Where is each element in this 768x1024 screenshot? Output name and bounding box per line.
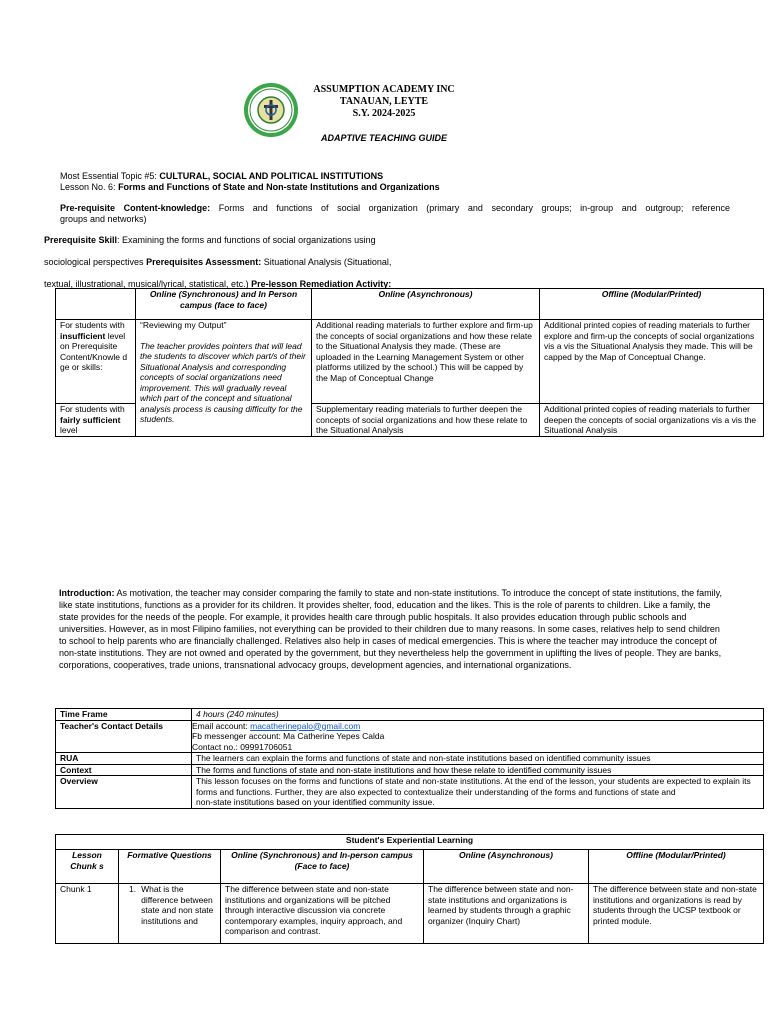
- prereq-skill-label: Prerequisite Skill: [44, 235, 118, 245]
- offline-remediation-row1: Additional printed copies of reading materials to further explore and firm-up the concepts of social organizations vis a vis the Situational Analysis they made. This will be capped by the Map of Conceptual Change.: [540, 320, 764, 404]
- offline-remediation-row2: Additional printed copies of reading materials to further deepen the concepts of social organizations vis a vis the Situational Analysis: [540, 404, 764, 437]
- rua-label: RUA: [56, 753, 192, 765]
- topic-label: Most Essential Topic #5:: [60, 171, 157, 181]
- prereq-knowledge-line1: Forms and functions of social organization (primary and secondary groups; in-group and outgroup; reference: [218, 203, 730, 213]
- exp-sync-cell: The difference between state and non-state institutions and organizations will be pitched through interactive discussion via concrete contemporary examples, inquiry approach, and comparison and contrast.: [221, 884, 424, 944]
- context-value: The forms and functions of state and non-state institutions and how these relate to identified community issues: [192, 764, 764, 776]
- remediation-prefix: textual, illustrational, musical/lyrical, statistical, etc.): [44, 279, 252, 289]
- introduction: [59, 587, 723, 671]
- prereq-knowledge-line2: groups and networks): [60, 214, 147, 224]
- prereq-assessment-label: Prerequisites Assessment:: [146, 257, 262, 267]
- chunk-label: Chunk 1: [56, 884, 119, 944]
- async-remediation-row1: Additional reading materials to further explore and firm-up the concepts of social organizations and how these relate to the Situational Analysis they made. (These are uploaded in the Learning Management System or other platforms utilized by the school.) This will be capped by the Map of Conceptual Change: [312, 320, 540, 404]
- context-label: Context: [56, 764, 192, 776]
- exp-header-chunk: Lesson Chunk s: [56, 850, 119, 884]
- overview-label: Overview: [56, 776, 192, 809]
- fb-account: Fb messenger account: Ma Catherine Yepes Calda: [192, 731, 385, 741]
- prereq-knowledge: [60, 203, 730, 225]
- time-frame-label: Time Frame: [56, 709, 192, 721]
- exp-header-questions: Formative Questions: [119, 850, 221, 884]
- school-name: ASSUMPTION ACADEMY INC: [313, 84, 455, 95]
- async-remediation-row2: Supplementary reading materials to further deepen the concepts of social organizations and how these relate to the Situational Analysis: [312, 404, 540, 437]
- exp-offline-cell: The difference between state and non-state institutions and organizations is read by students through the UCSP textbook or printed module.: [589, 884, 764, 944]
- remediation-label: Pre-lesson Remediation Activity:: [251, 279, 392, 289]
- overview-value: This lesson focuses on the forms and functions of state and non-state institutions. At the end of the lesson, your students are expected to explain its forms and functions. Further, they are also expected to contextualize their understanding of the forms and functions of state and non-state institutions based on your identified community issue.: [192, 776, 764, 809]
- lesson-line: [60, 182, 750, 193]
- prereq-skill-text: : Examining the forms and functions of social organizations using: [117, 235, 376, 245]
- guide-title: ADAPTIVE TEACHING GUIDE: [320, 133, 447, 143]
- exp-header-offline: Offline (Modular/Printed): [589, 850, 764, 884]
- row-insufficient-label: For students with insufficient level on Prerequisite Content/Knowle d ge or skills:: [56, 320, 136, 404]
- sync-remediation-body: The teacher provides pointers that will lead the students to discover which part/s of their Situational Analysis and corresponding concepts of social organizations need improvement. This will gradually reveal which part of the concept and situational analysis process is causing difficulty for the students.: [140, 340, 306, 424]
- experiential-table: [55, 834, 764, 944]
- contact-label: Teacher's Contact Details: [56, 720, 192, 753]
- email-link[interactable]: macatherinepalo@gmail.com: [250, 720, 361, 731]
- prereq-knowledge-label: Pre-requisite Content-knowledge:: [60, 203, 211, 213]
- row-fairly-sufficient-label: For students with fairly sufficient level: [56, 404, 136, 437]
- time-frame-value: 4 hours (240 minutes): [192, 709, 764, 721]
- introduction-text: As motivation, the teacher may consider comparing the family to state and non-state institutions. To introduce the concept of state institutions, the family, like state institutions, functions as a provider for its children. It provides shelter, food, education and the likes. This is the role of parents to children. Like a family, the state provides for the needs of the people. For example, it provides health care through public hospitals. It also provides education through public schools and universities. However, as in most Filipino families, not everything can be provided to their children due to many reasons. In some cases, relatives help to send children to school to help parents who are financially challenged. Relatives also help in cases of medical emergencies. This is where the teacher may introduce the concept of non-state institutions. They are not owned and operated by the government, but they nevertheless help the government in uplifting the lives of people. They are banks, corporations, cooperatives, trade unions, transnational advocacy groups, development agencies, and international organizations.: [59, 588, 722, 670]
- prereq-skill: [44, 235, 376, 246]
- rua-value: The learners can explain the forms and functions of state and non-state institutions based on identified community issues: [192, 753, 764, 765]
- remediation-header-blank: [56, 289, 136, 320]
- remediation-header-offline: Offline (Modular/Printed): [540, 289, 764, 320]
- contact-details: Email account: macatherinepalo@gmail.com Fb messenger account: Ma Catherine Yepes Calda Contact no.: 09991706051: [192, 720, 764, 753]
- remediation-header-async: Online (Asynchronous): [312, 289, 540, 320]
- topic-value: CULTURAL, SOCIAL AND POLITICAL INSTITUTIONS: [159, 171, 384, 181]
- remediation-header-sync: Online (Synchronous) and In Person campus (face to face): [136, 289, 312, 320]
- sync-remediation-title: “Reviewing my Output”: [140, 320, 227, 330]
- experiential-title: Student's Experiential Learning: [56, 835, 764, 850]
- exp-header-sync: Online (Synchronous) and In-person campus (Face to face): [221, 850, 424, 884]
- formative-question: 1. What is the difference between state and non state institutions and: [119, 884, 221, 944]
- contact-number: Contact no.: 09991706051: [192, 741, 293, 752]
- remediation-table: [55, 288, 764, 437]
- exp-header-async: Online (Asynchronous): [424, 850, 589, 884]
- school-location: TANAUAN, LEYTE: [339, 96, 429, 107]
- prereq-assessment-prefix: sociological perspectives: [44, 257, 147, 267]
- topic-line: [60, 171, 750, 182]
- prereq-assessment: [44, 257, 391, 268]
- prereq-assessment-text: Situational Analysis (Situational,: [261, 257, 392, 267]
- introduction-label: Introduction:: [59, 588, 115, 598]
- details-table: [55, 708, 764, 809]
- lesson-value: Forms and Functions of State and Non-state Institutions and Organizations: [118, 182, 440, 192]
- lesson-label: Lesson No. 6:: [60, 182, 116, 192]
- school-year: S.Y. 2024-2025: [352, 108, 416, 119]
- sync-remediation-cell: [136, 320, 312, 437]
- exp-async-cell: The difference between state and non- state institutions and organizations is learned by students through a graphic organizer (Inquiry Chart): [424, 884, 589, 944]
